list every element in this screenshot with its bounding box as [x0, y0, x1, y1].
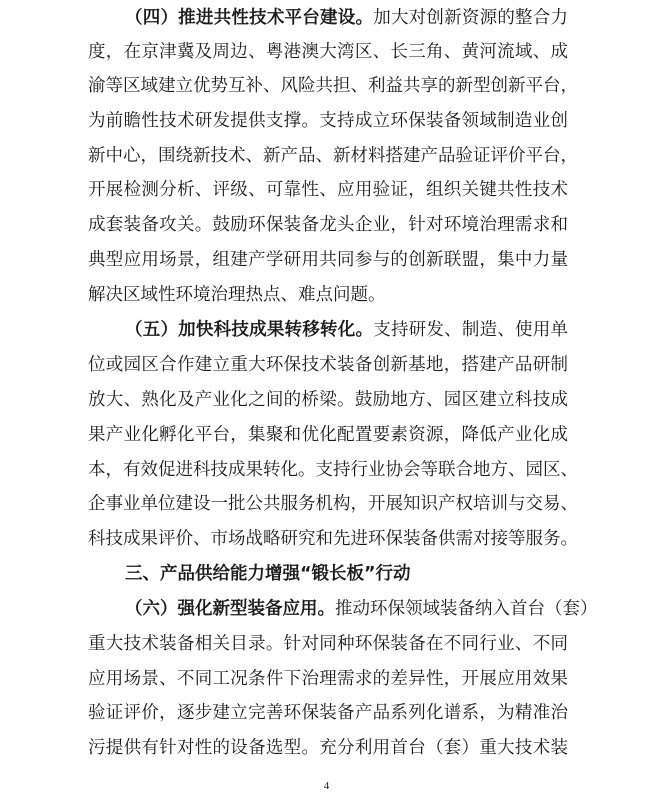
- paragraph-6-line-1: （六）强化新型装备应用。推动环保领域装备纳入首台（套）: [125, 599, 598, 619]
- paragraph-5-line-6: 企事业单位建设一批公共服务机构，开展知识产权培训与交易、: [88, 494, 578, 514]
- paragraph-5-line-4: 果产业化孵化平台，集聚和优化配置要素资源，降低产业化成: [88, 425, 568, 445]
- paragraph-6-line-5: 污提供有针对性的设备选型。充分利用首台（套）重大技术装: [88, 738, 568, 758]
- paragraph-5-line-2: 位或园区合作建立重大环保技术装备创新基地，搭建产品研制: [88, 355, 568, 375]
- paragraph-4-heading: （四）推进共性技术平台建设。: [125, 8, 374, 28]
- page-number: 4: [323, 780, 330, 792]
- paragraph-5-line-7: 科技成果评价、市场战略研究和先进环保装备供需对接等服务。: [88, 529, 578, 549]
- section-heading: 三、产品供给能力增强“锻长板”行动: [125, 564, 411, 584]
- paragraph-5-heading: （五）加快科技成果转移转化。: [125, 320, 374, 340]
- paragraph-6-line-3: 应用场景、不同工况条件下治理需求的差异性，开展应用效果: [88, 669, 568, 689]
- paragraph-4-line-7: 成套装备攻关。鼓励环保装备龙头企业，针对环境治理需求和: [88, 215, 568, 235]
- paragraph-4-line-5: 新中心，围绕新技术、新产品、新材料搭建产品验证评价平台，: [88, 146, 578, 166]
- paragraph-5-line-1: （五）加快科技成果转移转化。支持研发、制造、使用单: [125, 320, 569, 340]
- paragraph-6-heading: （六）强化新型装备应用。: [125, 599, 335, 619]
- paragraph-4-line-6: 开展检测分析、评级、可靠性、应用验证，组织关键共性技术: [88, 180, 568, 200]
- paragraph-4-line-9: 解决区域性环境治理热点、难点问题。: [88, 285, 386, 305]
- paragraph-6-line-2: 重大技术装备相关目录。针对同种环保装备在不同行业、不同: [88, 634, 568, 654]
- paragraph-4-line-3: 渝等区域建立优势互补、风险共担、利益共享的新型创新平台，: [88, 76, 578, 96]
- paragraph-4-line-2: 度，在京津冀及周边、粤港澳大湾区、长三角、黄河流域、成: [88, 42, 568, 62]
- paragraph-4-line-4: 为前瞻性技术研发提供支撑。支持成立环保装备领域制造业创: [88, 111, 568, 131]
- paragraph-4-line-8: 典型应用场景，组建产学研用共同参与的创新联盟，集中力量: [88, 250, 568, 270]
- paragraph-6-line-4: 验证评价，逐步建立完善环保装备产品系列化谱系，为精准治: [88, 703, 568, 723]
- paragraph-5-line-3: 放大、熟化及产业化之间的桥梁。鼓励地方、园区建立科技成: [88, 390, 568, 410]
- paragraph-4-line-1: （四）推进共性技术平台建设。加大对创新资源的整合力: [125, 8, 569, 28]
- paragraph-5-line-5: 本，有效促进科技成果转化。支持行业协会等联合地方、园区、: [88, 460, 578, 480]
